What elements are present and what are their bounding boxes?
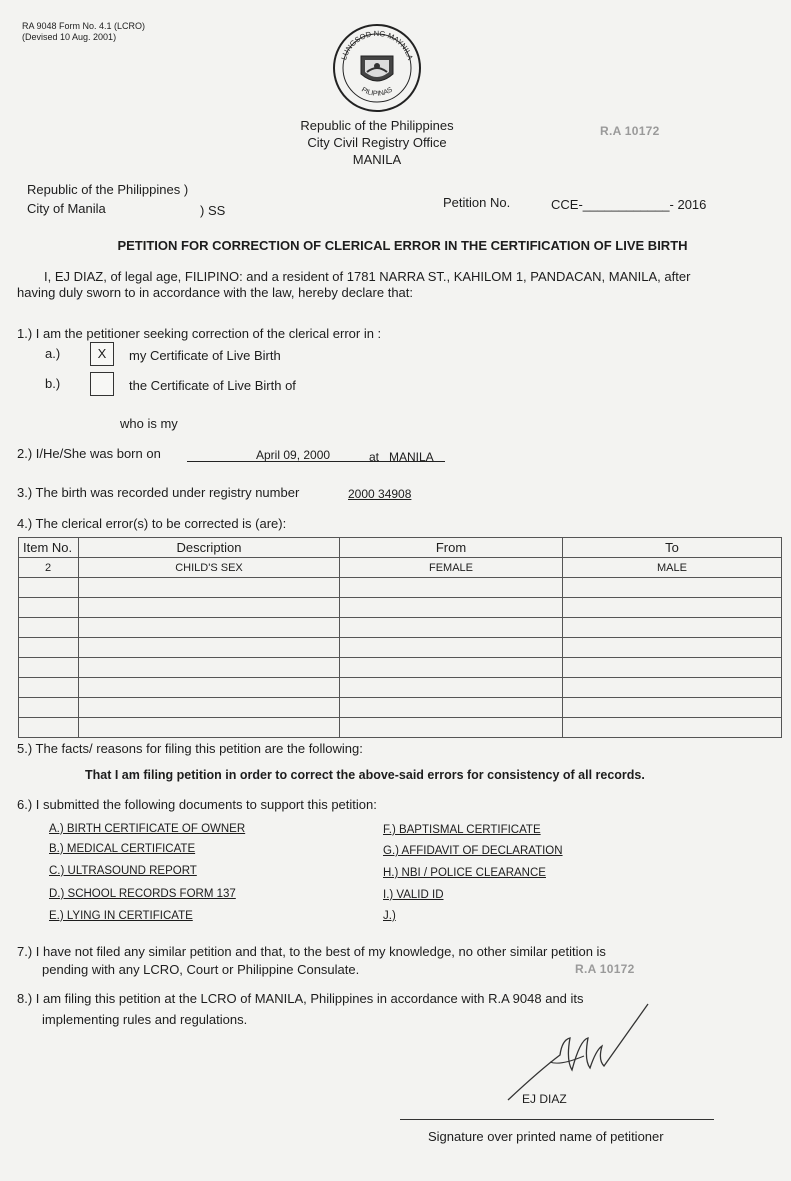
doc-g: G.) AFFIDAVIT OF DECLARATION [383,845,563,857]
doc-f: F.) BAPTISMAL CERTIFICATE [383,824,541,836]
doc-b: B.) MEDICAL CERTIFICATE [49,843,196,855]
cell-from: FEMALE [340,558,563,578]
item7-line1: 7.) I have not filed any similar petition and that, to the best of my knowledge, no other similar petition is [17,944,606,959]
venue-ss: ) SS [200,203,226,218]
item1-b-label: b.) [45,376,61,391]
table-header-row [19,538,782,558]
doc-h: H.) NBI / POLICE CLEARANCE [383,867,546,879]
signatory-name: EJ DIAZ [522,1092,567,1106]
form-code [22,21,145,43]
seal-bottom-text: PILIPINAS [360,86,394,98]
city-seal [331,22,423,114]
cell-to: MALE [563,558,782,578]
petition-no-value: CCE-____________- 2016 [551,197,707,212]
doc-e: E.) LYING IN CERTIFICATE [49,910,193,922]
header-line2: City Civil Registry Office [307,135,447,150]
table-row [19,558,782,578]
intro-line1: I, EJ DIAZ, of legal age, FILIPINO: and a resident of 1781 NARRA ST., KAHILOM 1, PANDACAN, MANILA, after [44,269,691,284]
doc-i: I.) VALID ID [383,889,444,901]
form-code-line2: (Devised 10 Aug. 2001) [22,32,117,42]
table-row-empty [19,618,782,638]
item8-line1: 8.) I am filing this petition at the LCRO of MANILA, Philippines in accordance with R.A 9048 and its [17,991,584,1006]
col-item-no: Item No. [19,538,79,558]
item1-b-checkbox[interactable] [90,372,114,396]
cell-item: 2 [19,558,79,578]
seal-top-text: LUNGSOD NG MAYNILA [339,28,415,62]
col-from: From [340,538,563,558]
item2-date: April 09, 2000 [256,448,331,462]
form-code-line1: RA 9048 Form No. 4.1 (LCRO) [22,21,146,31]
item7-line2: pending with any LCRO, Court or Philippine Consulate. [42,962,360,977]
col-to: To [563,538,782,558]
item1-a-text: my Certificate of Live Birth [129,348,281,363]
item1-b-text: the Certificate of Live Birth of [129,378,296,393]
venue-line1: Republic of the Philippines ) [27,182,189,197]
item3-label: 3.) The birth was recorded under registry number [17,485,300,500]
clerical-errors-table [18,537,782,738]
col-description: Description [79,538,340,558]
header-line1: Republic of the Philippines [300,118,454,133]
table-row-empty [19,678,782,698]
petition-title: PETITION FOR CORRECTION OF CLERICAL ERROR IN THE CERTIFICATION OF LIVE BIRTH [117,238,688,253]
item8-line2: implementing rules and regulations. [42,1012,248,1027]
item1-text: 1.) I am the petitioner seeking correction of the clerical error in : [17,326,382,341]
venue-line2: City of Manila [27,201,106,216]
table-row-empty [19,638,782,658]
seal-emblem-icon [331,22,423,114]
ra-stamp-top: R.A 10172 [600,124,660,138]
petition-no-label: Petition No. [443,195,511,210]
office-header [262,117,492,168]
item3-registry-number: 2000 34908 [348,487,412,501]
table-row-empty [19,658,782,678]
header-line3: MANILA [352,152,402,167]
table-row-empty [19,718,782,738]
item1-a-label: a.) [45,346,61,361]
item1-who: who is my [120,416,178,431]
item2-place: MANILA [389,450,434,464]
doc-j: J.) [383,910,396,922]
ra-stamp-bottom: R.A 10172 [575,962,635,976]
item2-label: 2.) I/He/She was born on [17,446,161,461]
intro-line2: having duly sworn to in accordance with the law, hereby declare that: [17,285,414,300]
doc-a: A.) BIRTH CERTIFICATE OF OWNER [49,823,246,835]
signature-line [400,1119,714,1120]
item2-at: at [369,450,380,464]
signature-caption: Signature over printed name of petitioner [428,1129,664,1144]
svg-text:PILIPINAS [360,86,394,97]
doc-c: C.) ULTRASOUND REPORT [49,865,197,877]
item5-label: 5.) The facts/ reasons for filing this petition are the following: [17,741,363,756]
table-row-empty [19,598,782,618]
table-row-empty [19,578,782,598]
doc-d: D.) SCHOOL RECORDS FORM 137 [49,888,236,900]
item5-reason: That I am filing petition in order to correct the above-said errors for consistency of all records. [85,768,645,782]
item4-label: 4.) The clerical error(s) to be corrected is (are): [17,516,287,531]
item6-label: 6.) I submitted the following documents to support this petition: [17,797,377,812]
cell-description: CHILD'S SEX [79,558,340,578]
item1-a-checkbox[interactable]: X [90,342,114,366]
table-row-empty [19,698,782,718]
